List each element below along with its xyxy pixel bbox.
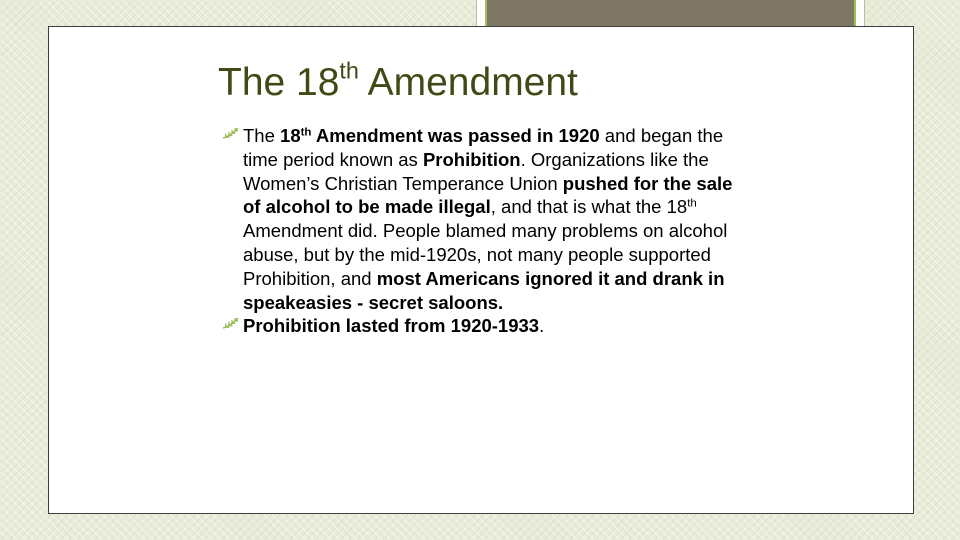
bullet-item — [222, 124, 747, 314]
bullet-text: and began the time period known as — [243, 125, 724, 170]
bullet-text: Amendment did. People blamed many problems on alcohol abuse, but by the mid-1920s, not many people supported Prohibition, and — [243, 220, 728, 289]
bold-text: pushed for the sale of alcohol to be made illegal — [243, 172, 733, 218]
fern-leaf-icon — [222, 126, 240, 142]
superscript — [301, 127, 312, 139]
bold-superscript: th — [300, 126, 312, 139]
bold-text: 18 — [280, 125, 301, 146]
bullet-text: . — [539, 315, 545, 337]
title-superscript: th — [339, 57, 359, 84]
title-text-start: The 18 — [218, 61, 340, 104]
bold-text: Prohibition — [422, 148, 521, 170]
superscript: th — [687, 198, 697, 211]
fern-leaf-icon — [222, 316, 240, 332]
slide-title — [218, 57, 578, 107]
bullet-text: The — [243, 125, 281, 146]
bold-text: most Americans ignored it and drank in speakeasies - secret saloons. — [243, 267, 725, 313]
bullet-list — [222, 124, 747, 338]
title-text-end: Amendment — [358, 61, 578, 104]
bullet-text: . Organizations like the Women’s Christian Temperance Union — [243, 148, 709, 194]
bullet-text: , and that is what the 18 — [490, 196, 688, 218]
bold-text: Prohibition lasted from 1920-1933 — [243, 315, 540, 337]
bold-text: Amendment was passed in 1920 — [311, 125, 600, 146]
bullet-item — [222, 314, 747, 338]
